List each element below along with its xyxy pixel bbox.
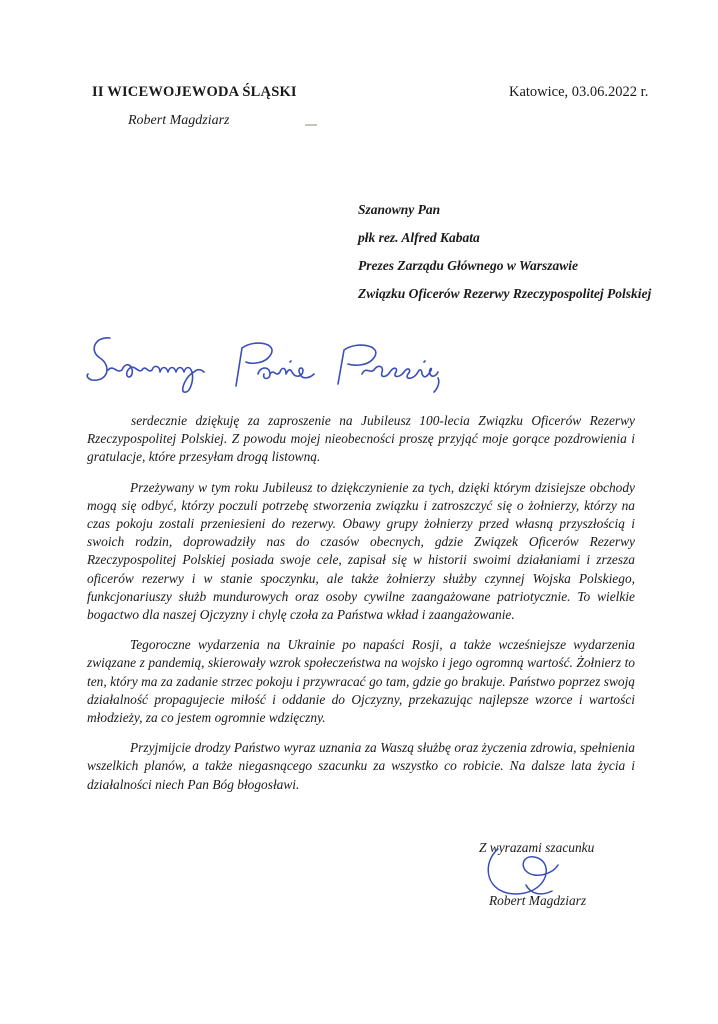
recipient-block (358, 200, 651, 312)
body-paragraph: Przyjmijcie drodzy Państwo wyraz uznania za Waszą służbę oraz życzenia zdrowia, spełnienia wszelkich planów, a także niegasnącego szacunku za wszystko co robicie. Na dalsze lata życia i działalności niech Pan Bóg błogosławi. (87, 740, 635, 792)
recipient-line: Szanowny Pan (358, 202, 441, 217)
date-line: Katowice, 03.06.2022 r. (509, 84, 649, 100)
handwritten-salutation (86, 330, 446, 410)
body-paragraph: Przeżywany w tym roku Jubileusz to dziękczynienie za tych, dzięki którym dzisiejsze obchody mogą się odbyć, którzy poczuli potrzebę stworzenia związku i zatroszczyć się o żołnierzy, którzy na czas pokoju zostali przeniesieni do rezerwy. Obawy grupy żołnierzy przed własną przyszłością i swoich rodzin, doprowadziły nas do czasów obecnych, gdzie Związek Oficerów Rezerwy Rzeczypospolitej Polskiej posiada swoje cele, zapisał się w historii swoimi działaniami i zrzesza oficerów rezerwy i w stanie spoczynku, ale także żołnierzy służby czynnej Wojska Polskiego, funkcjonariuszy służb mundurowych oraz osoby cywilne zaangażowane patriotycznie. To wielkie bogactwo dla naszej Ojczyzny i chylę czoła za Państwa wkład i zaangażowanie. (87, 479, 635, 623)
letter-body (87, 412, 635, 806)
recipient-line: Związku Oficerów Rezerwy Rzeczypospolitej Polskiej (358, 286, 652, 301)
recipient-line: Prezes Zarządu Głównego w Warszawie (358, 258, 579, 273)
sender-title: II WICEWOJEWODA ŚLĄSKI (92, 84, 297, 100)
closing-phrase: Z wyrazami szacunku (479, 840, 595, 855)
recipient-line: płk rez. Alfred Kabata (358, 230, 480, 245)
closing-name: Robert Magdziarz (489, 893, 587, 908)
body-paragraph: serdecznie dziękuję za zaproszenie na Jubileusz 100-lecia Związku Oficerów Rezerwy Rzeczypospolitej Polskiej. Z powodu mojej nieobecności proszę przyjąć moje gorące pozdrowienia i gratulacje, które przesyłam drogą listowną. (87, 413, 635, 465)
sender-name: Robert Magdziarz (128, 113, 230, 128)
body-paragraph: Tegoroczne wydarzenia na Ukrainie po napaści Rosji, a także wcześniejsze wydarzenia związane z pandemią, skierowały wzrok społeczeństwa na wojsko i jego ogromną wartość. Żołnierz to ten, który ma za zadanie strzec pokoju i przywracać go tam, gdzie go brakuje. Państwo poprzez swoją działalność propagujecie miłość i oddanie do Ojczyzny, przekazując najlepsze wzorce i wartości młodzieży, za co jestem ogromnie wdzięczny. (87, 637, 635, 726)
ink-mark (305, 114, 317, 118)
